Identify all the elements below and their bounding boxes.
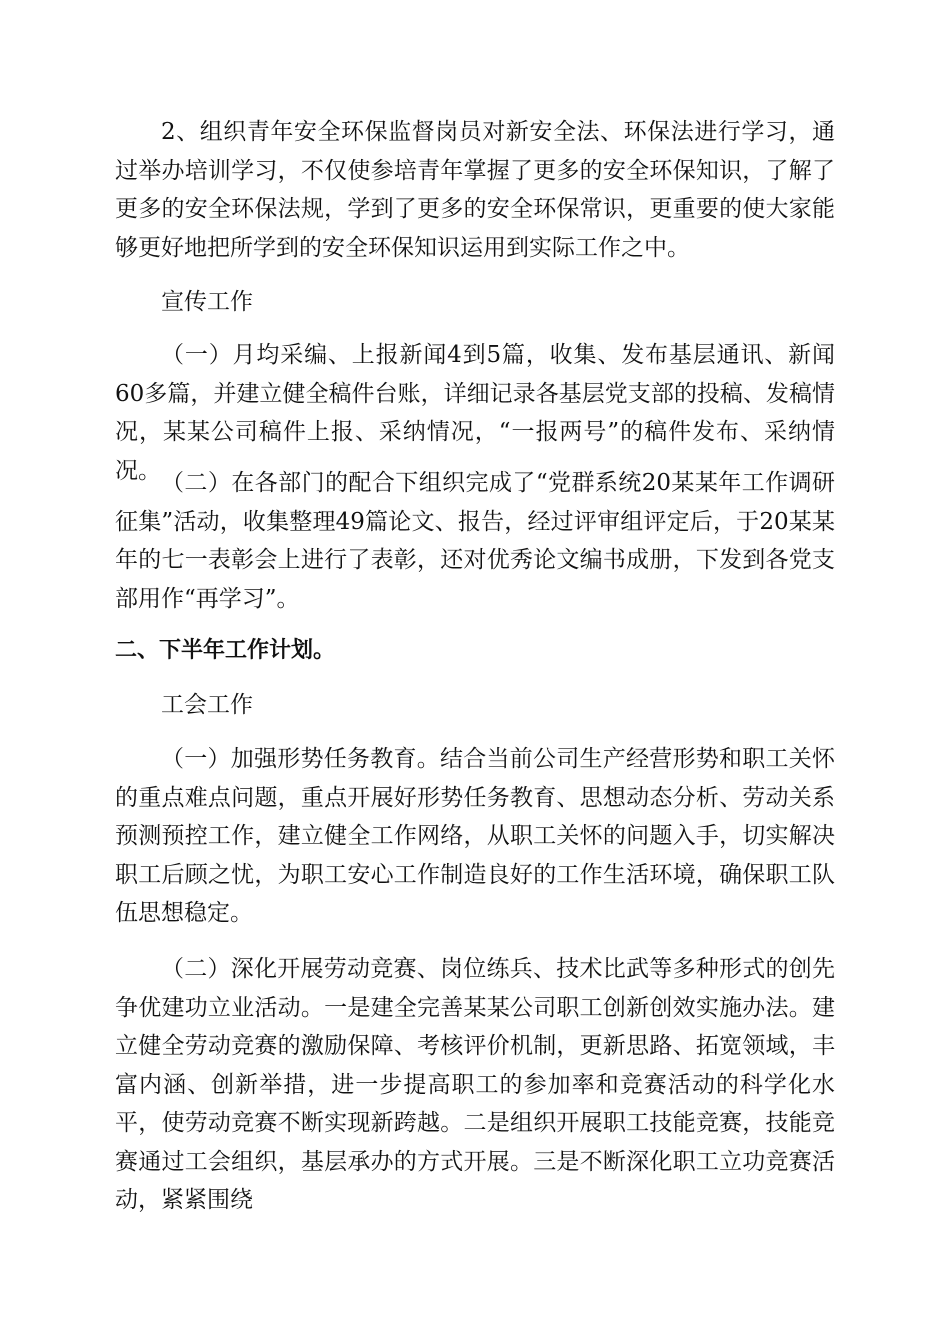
paragraph-labor-competition: （二）深化开展劳动竞赛、岗位练兵、技术比武等多种形式的创先争优建功立业活动。一是建全完善某某公司职工创新创效实施办法。建立健全劳动竞赛的激励保障、考核评价机制，更新思路、拓宽领域，丰富内涵、创新举措，进一步提高职工的参加率和竞赛活动的科学化水平，使劳动竞赛不断实现新跨越。二是组织开展职工技能竞赛，技能竞赛通过工会组织，基层承办的方式开展。三是不断深化职工立功竞赛活动，紧紧围绕 — [115, 956, 835, 1213]
subheading-publicity-work: 宣传工作 — [161, 289, 253, 315]
subheading-union-work: 工会工作 — [161, 692, 253, 718]
section-heading-second-half-plan: 二、下半年工作计划。 — [115, 638, 336, 663]
paragraph-safety-training: 2、组织青年安全环保监督岗员对新安全法、环保法进行学习，通过举办培训学习，不仅使参培青年掌握了更多的安全环保知识，了解了更多的安全环保法规，学到了更多的安全环保常识，更重要的使大家能够更好地把所学到的安全环保知识运用到实际工作之中。 — [115, 119, 835, 261]
paragraph-publicity-news: （一）月均采编、上报新闻4到5篇，收集、发布基层通讯、新闻60多篇，并建立健全稿件台账，详细记录各基层党支部的投稿、发稿情况，某某公司稿件上报、采纳情况，“一报两号”的稿件发布、采纳情况。 — [115, 342, 835, 484]
paragraph-situation-education: （一）加强形势任务教育。结合当前公司生产经营形势和职工关怀的重点难点问题，重点开展好形势任务教育、思想动态分析、劳动关系预测预控工作，建立健全工作网络，从职工关怀的问题入手，切实解决职工后顾之忧，为职工安心工作制造良好的工作生活环境，确保职工队伍思想稳定。 — [115, 746, 835, 926]
paragraph-research-collection: （二）在各部门的配合下组织完成了“党群系统20某某年工作调研征集”活动，收集整理49篇论文、报告，经过评审组评定后，于20某某年的七一表彰会上进行了表彰，还对优秀论文编书成册，下发到各党支部用作“再学习”。 — [115, 470, 835, 612]
